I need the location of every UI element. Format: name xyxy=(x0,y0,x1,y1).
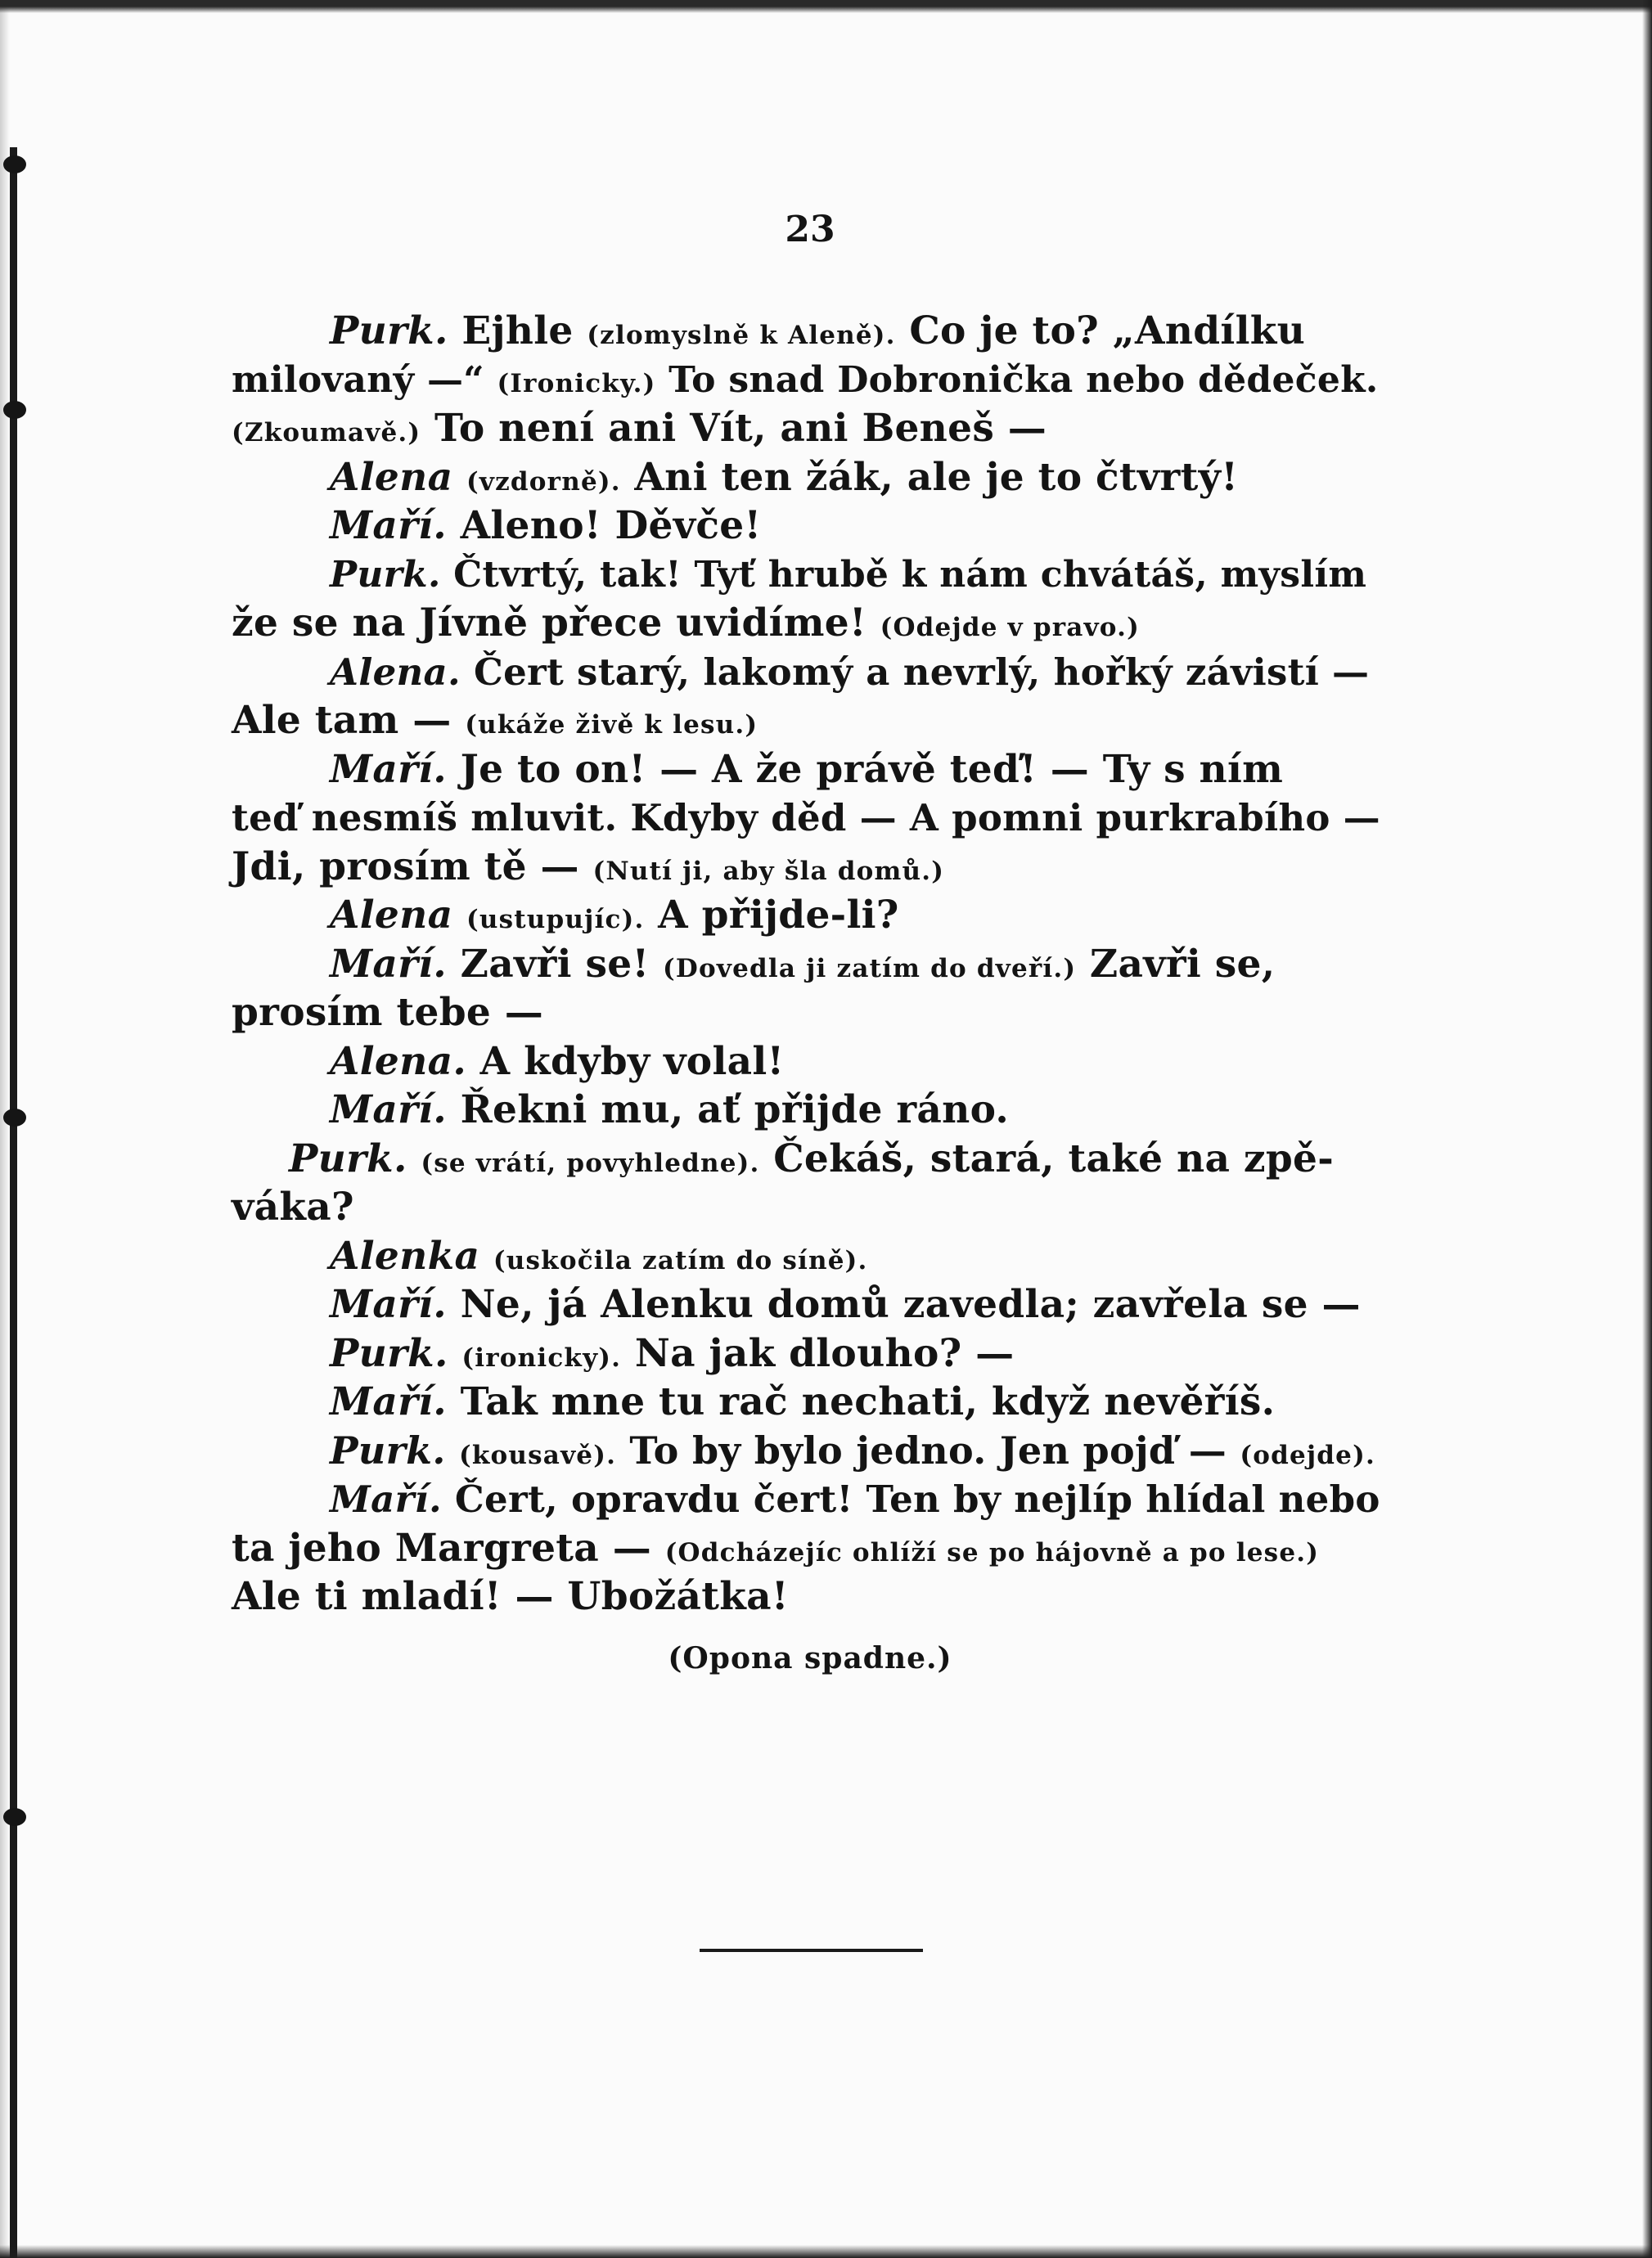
stage-direction: (uskočila zatím do síně). xyxy=(493,1245,868,1275)
speaker-name: Alenka xyxy=(330,1233,480,1279)
scan-shadow-left xyxy=(0,0,10,2258)
text-line: Alena. Čert starý, lakomý a nevrlý, hořký závistí — xyxy=(330,650,1370,694)
speaker-name: Alena. xyxy=(330,1038,467,1084)
text-line: Purk. (kousavě). To by bylo jedno. Jen pojď — (odejde). xyxy=(330,1428,1375,1473)
text-line: milovaný —“ (Ironicky.) To snad Dobronička nebo dědeček. xyxy=(232,358,1379,401)
speaker-name: Maří. xyxy=(330,746,447,792)
stage-direction: (kousavě). xyxy=(458,1440,617,1470)
text-line: Maří. Tak mne tu rač nechati, když nevěříš. xyxy=(330,1379,1276,1424)
text-line xyxy=(232,1232,1385,1281)
stage-direction: (ironicky). xyxy=(461,1343,622,1373)
text-line: Ale tam — (ukáže živě k lesu.) xyxy=(232,698,758,743)
stage-direction: (Nutí ji, aby šla domů.) xyxy=(592,856,945,886)
text-line: Purk. (se vrátí, povyhledne). Čekáš, stará, také na zpě- xyxy=(289,1136,1335,1181)
text-line: Alena. A kdyby volal! xyxy=(330,1038,785,1084)
speaker-name: Purk. xyxy=(289,1136,407,1181)
text-line: Purk. Čtvrtý, tak! Tyť hrubě k nám chvátáš, myslím xyxy=(330,553,1367,596)
text-line: ta jeho Margreta — (Odcházejíc ohlíží se po hájovně a po lese.) xyxy=(232,1525,1320,1571)
speaker-name: Maří. xyxy=(330,1379,447,1424)
stage-direction: (odejde). xyxy=(1240,1440,1375,1470)
end-rule xyxy=(700,1949,923,1952)
binding-mark xyxy=(3,155,26,173)
speaker-name: Purk. xyxy=(330,1428,446,1473)
text-line: (Zkoumavě.) To není ani Vít, ani Beneš — xyxy=(232,406,1047,451)
text-line: Maří. Je to on! — A že právě teď! — Ty s ním xyxy=(330,746,1284,792)
text-line: Purk. (ironicky). Na jak dlouho? — xyxy=(330,1330,1015,1376)
text-line: Purk. Ejhle (zlomyslně k Aleně). Co je to? „Andílku xyxy=(330,308,1306,353)
speaker-name: Maří. xyxy=(330,1087,447,1132)
text-line: Maří. Zavři se! (Dovedla ji zatím do dveří.) Zavři se, xyxy=(330,941,1276,987)
binding-mark xyxy=(3,401,26,419)
play-text xyxy=(232,307,1385,1622)
curtain-note: (Opona spadne.) xyxy=(668,1641,952,1676)
text-line: Alena (ustupujíc). A přijde-li? xyxy=(330,893,899,938)
speaker-name: Alena xyxy=(330,454,453,500)
stage-direction: (Odejde v pravo.) xyxy=(880,613,1140,642)
text-line: Jdi, prosím tě — (Nutí ji, aby šla domů.) xyxy=(232,843,945,889)
text-line: Alena (vzdorně). Ani ten žák, ale je to čtvrtý! xyxy=(330,454,1239,500)
stage-direction: (Ironicky.) xyxy=(497,368,656,398)
speaker-name: Maří. xyxy=(330,941,447,987)
page-number: 23 xyxy=(785,209,835,250)
scan-edge-left xyxy=(10,147,17,2258)
speaker-name: Maří. xyxy=(330,1478,442,1521)
speaker-name: Alena xyxy=(330,893,453,938)
stage-direction: (se vrátí, povyhledne). xyxy=(421,1148,760,1178)
text-line: Maří. Ne, já Alenku domů zavedla; zavřela se — xyxy=(330,1282,1361,1327)
speaker-name: Purk. xyxy=(330,553,441,596)
stage-direction: (Zkoumavě.) xyxy=(232,418,421,448)
text-line: Ale ti mladí! — Ubožátka! xyxy=(232,1574,789,1619)
binding-mark xyxy=(3,1808,26,1826)
speaker-name: Alena. xyxy=(330,650,461,694)
stage-direction: (zlomyslně k Aleně). xyxy=(587,321,896,350)
speaker-name: Maří. xyxy=(330,1282,447,1327)
speaker-name: Maří. xyxy=(330,503,447,548)
text-line: teď nesmíš mluvit. Kdyby děd — A pomni purkrabího — xyxy=(232,796,1380,839)
stage-direction: (vzdorně). xyxy=(466,466,621,497)
stage-direction: (ustupujíc). xyxy=(466,905,645,934)
speaker-name: Purk. xyxy=(330,1330,448,1376)
stage-direction: (Dovedla ji zatím do dveří.) xyxy=(663,953,1077,983)
scan-edge-right xyxy=(1642,0,1652,2258)
text-line: Maří. Řekni mu, ať přijde ráno. xyxy=(330,1087,1010,1132)
text-line: že se na Jívně přece uvidíme! (Odejde v pravo.) xyxy=(232,600,1140,645)
stage-direction: (ukáže živě k lesu.) xyxy=(465,710,758,740)
stage-direction: (Odcházejíc ohlíží se po hájovně a po lese.) xyxy=(664,1537,1320,1568)
text-line: Maří. Čert, opravdu čert! Ten by nejlíp hlídal nebo xyxy=(330,1478,1380,1521)
binding-mark xyxy=(3,1109,26,1127)
text-line: váka? xyxy=(232,1185,354,1230)
text-line: prosím tebe — xyxy=(232,990,544,1035)
scan-edge-top xyxy=(0,0,1652,13)
scan-edge-bottom xyxy=(0,2245,1652,2258)
speaker-name: Purk. xyxy=(330,308,448,353)
text-line: Maří. Aleno! Děvče! xyxy=(330,503,762,548)
